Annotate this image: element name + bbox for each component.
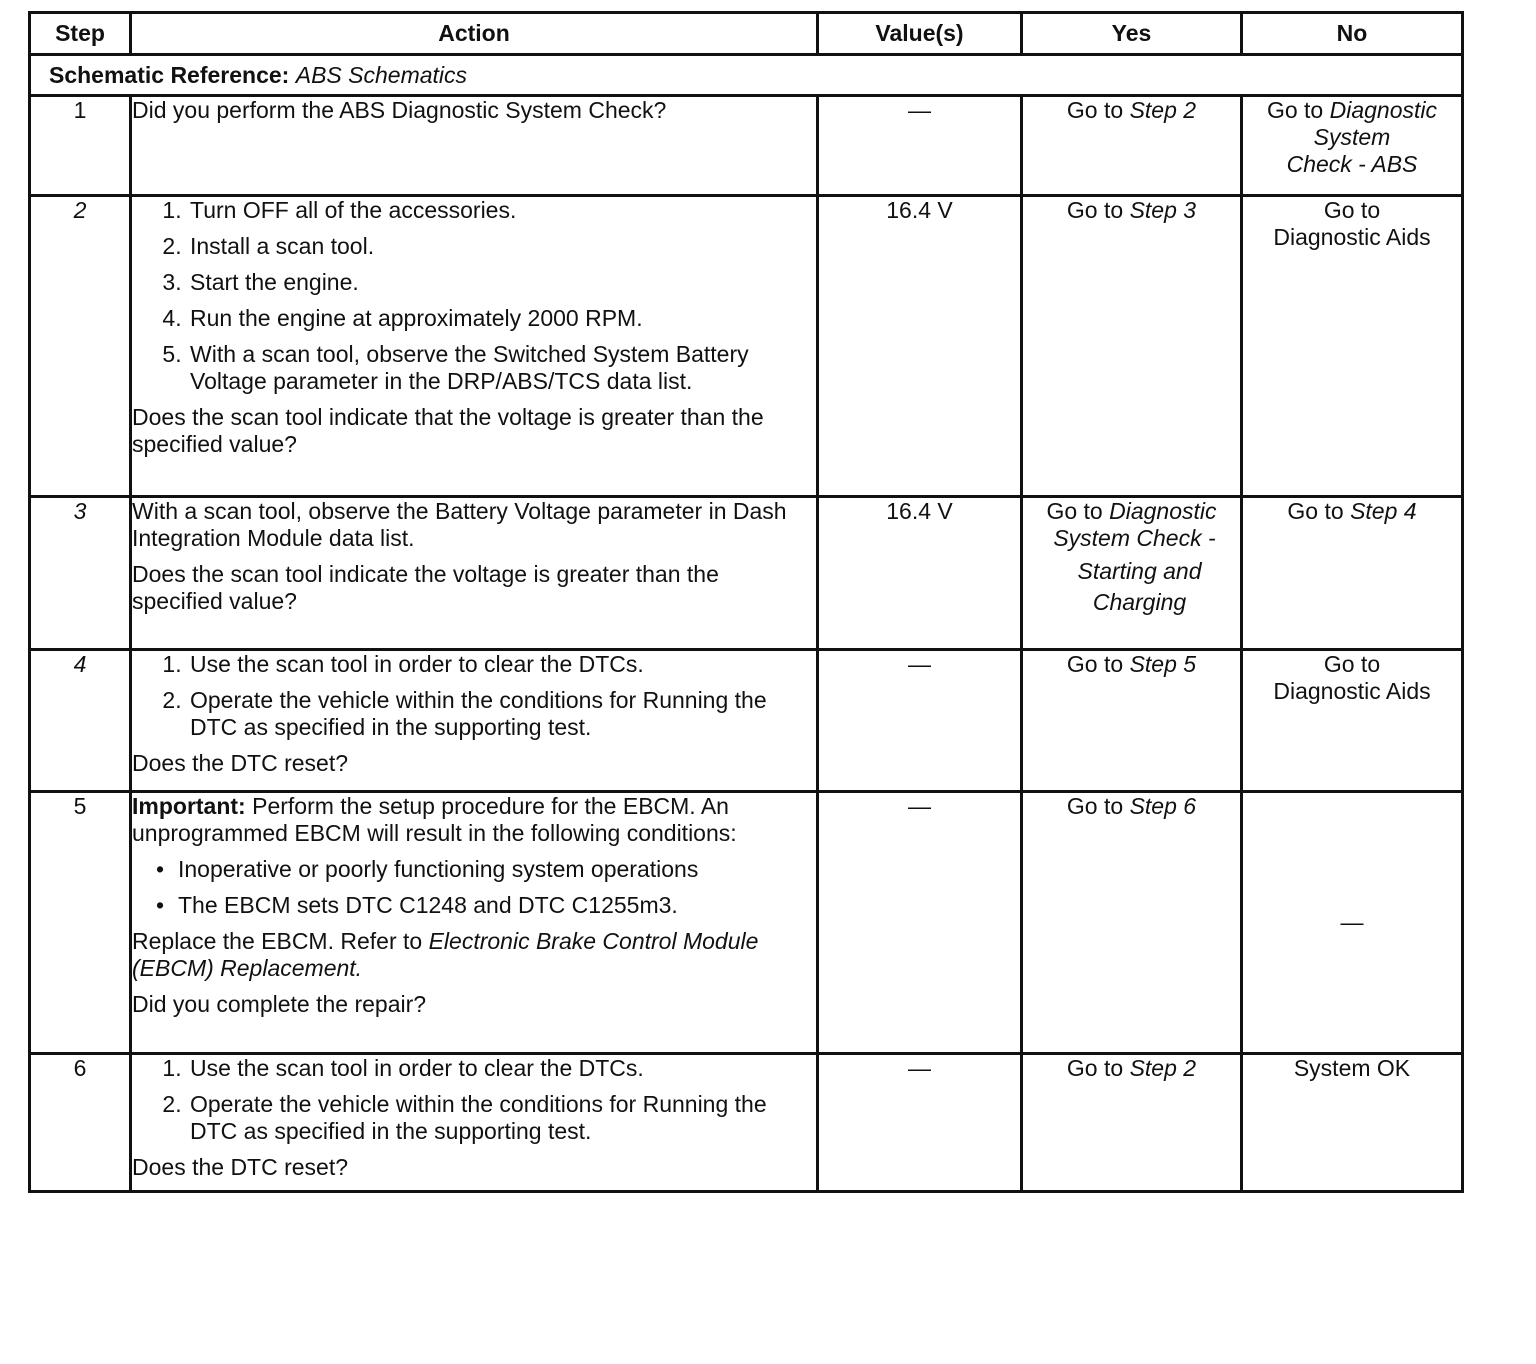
yes-cell — [1022, 1054, 1242, 1192]
yes-prefix: Go to — [1046, 498, 1110, 524]
no-cell: System OK — [1242, 1054, 1463, 1192]
schematic-reference-row — [30, 55, 1463, 96]
header-no: No — [1242, 13, 1463, 55]
value-cell: — — [818, 650, 1022, 792]
value-cell: 16.4 V — [818, 497, 1022, 650]
list-item: • The EBCM sets DTC C1248 and DTC C1255m3. — [178, 892, 816, 919]
no-diagnostic-aids-link[interactable]: Diagnostic Aids — [1273, 224, 1431, 250]
table-row — [30, 1054, 1463, 1192]
header-yes: Yes — [1022, 13, 1242, 55]
action-cell — [131, 1054, 818, 1192]
no-step-link[interactable]: Step 4 — [1350, 498, 1417, 524]
action-cell — [131, 497, 818, 650]
table-row — [30, 497, 1463, 650]
step-number: 2 — [30, 196, 131, 497]
action-steps — [132, 1055, 816, 1145]
table-row — [30, 792, 1463, 1054]
list-item: 2. Operate the vehicle within the conditions for Running the DTC as specified in the supporting test. — [188, 687, 816, 741]
yes-prefix: Go to — [1066, 97, 1130, 123]
important-note — [132, 793, 816, 847]
step-number: 4 — [30, 650, 131, 792]
no-link-line2[interactable]: System — [1313, 124, 1391, 150]
yes-step-link[interactable]: Step 2 — [1129, 97, 1197, 123]
diagnostic-table — [28, 11, 1464, 1193]
important-text: Perform the setup procedure for the EBCM. An unprogrammed EBCM will result in the following conditions: — [132, 793, 737, 846]
yes-prefix: Go to — [1066, 651, 1130, 677]
action-cell — [131, 650, 818, 792]
action-cell — [131, 96, 818, 196]
no-prefix: Go to — [1287, 498, 1351, 524]
conditions-list — [132, 856, 816, 919]
no-link-line1[interactable]: Diagnostic — [1329, 97, 1438, 123]
replace-link[interactable]: Electronic Brake Control Module (EBCM) Replacement. — [132, 928, 759, 981]
no-prefix: Go to — [1266, 97, 1330, 123]
no-link-line3[interactable]: Check - ABS — [1286, 151, 1418, 177]
table-row — [30, 196, 1463, 497]
important-label: Important: — [132, 793, 246, 819]
action-question: Did you perform the ABS Diagnostic System Check? — [132, 97, 667, 123]
replace-instruction — [132, 928, 816, 982]
value-cell: 16.4 V — [818, 196, 1022, 497]
yes-cell — [1022, 497, 1242, 650]
yes-step-link[interactable]: Step 5 — [1129, 651, 1197, 677]
list-item: 5. With a scan tool, observe the Switched System Battery Voltage parameter in the DRP/ABS/TCS data list. — [188, 341, 816, 395]
action-question: Did you complete the repair? — [132, 991, 427, 1017]
list-item: 4. Run the engine at approximately 2000 RPM. — [188, 305, 816, 332]
header-values: Value(s) — [818, 13, 1022, 55]
action-question: Does the scan tool indicate the voltage is greater than the specified value? — [132, 561, 719, 614]
action-instruction: With a scan tool, observe the Battery Voltage parameter in Dash Integration Module data list. — [132, 498, 787, 551]
action-question: Does the DTC reset? — [132, 1154, 349, 1180]
action-cell — [131, 196, 818, 497]
list-item: 1. Use the scan tool in order to clear the DTCs. — [188, 1055, 816, 1082]
yes-cell — [1022, 650, 1242, 792]
yes-step-link[interactable]: Step 6 — [1129, 793, 1197, 819]
header-action: Action — [131, 13, 818, 55]
table-row — [30, 96, 1463, 196]
value-cell: — — [818, 792, 1022, 1054]
yes-cell — [1022, 196, 1242, 497]
no-cell: — — [1242, 792, 1463, 1054]
step-number: 3 — [30, 497, 131, 650]
header-step: Step — [30, 13, 131, 55]
list-item: 2. Operate the vehicle within the conditions for Running the DTC as specified in the supporting test. — [188, 1091, 816, 1145]
value-cell: — — [818, 1054, 1022, 1192]
action-question: Does the scan tool indicate that the voltage is greater than the specified value? — [132, 404, 764, 457]
no-line1: Go to — [1323, 651, 1381, 677]
no-cell — [1242, 497, 1463, 650]
no-cell — [1242, 650, 1463, 792]
header-row — [30, 13, 1463, 55]
replace-prefix: Replace the EBCM. Refer to — [132, 928, 429, 954]
no-diagnostic-aids-link[interactable]: Diagnostic Aids — [1273, 678, 1431, 704]
schematic-reference-label: Schematic Reference: — [49, 61, 290, 88]
yes-prefix: Go to — [1066, 1055, 1130, 1081]
value-cell: — — [818, 96, 1022, 196]
yes-link-line2[interactable]: System Check - — [1053, 525, 1216, 551]
action-cell — [131, 792, 818, 1054]
step-number: 1 — [30, 96, 131, 196]
yes-prefix: Go to — [1066, 197, 1130, 223]
yes-link-line3[interactable]: Starting and — [1077, 558, 1202, 584]
action-question: Does the DTC reset? — [132, 750, 349, 776]
schematic-reference — [30, 55, 1463, 96]
list-item: 2. Install a scan tool. — [188, 233, 816, 260]
table-row — [30, 650, 1463, 792]
yes-prefix: Go to — [1066, 793, 1130, 819]
action-steps — [132, 651, 816, 741]
action-steps — [132, 197, 816, 395]
yes-cell — [1022, 792, 1242, 1054]
yes-link-line4[interactable]: Charging — [1092, 589, 1187, 615]
step-number: 6 — [30, 1054, 131, 1192]
step-number: 5 — [30, 792, 131, 1054]
yes-link-line1[interactable]: Diagnostic — [1109, 498, 1217, 524]
yes-step-link[interactable]: Step 3 — [1129, 197, 1197, 223]
yes-cell — [1022, 96, 1242, 196]
list-item: 1. Turn OFF all of the accessories. — [188, 197, 816, 224]
list-item: 1. Use the scan tool in order to clear the DTCs. — [188, 651, 816, 678]
no-cell — [1242, 96, 1463, 196]
no-line1: Go to — [1323, 197, 1381, 223]
schematic-reference-link[interactable]: ABS Schematics — [295, 61, 468, 88]
no-cell — [1242, 196, 1463, 497]
yes-step-link[interactable]: Step 2 — [1129, 1055, 1197, 1081]
list-item: • Inoperative or poorly functioning system operations — [178, 856, 816, 883]
list-item: 3. Start the engine. — [188, 269, 816, 296]
